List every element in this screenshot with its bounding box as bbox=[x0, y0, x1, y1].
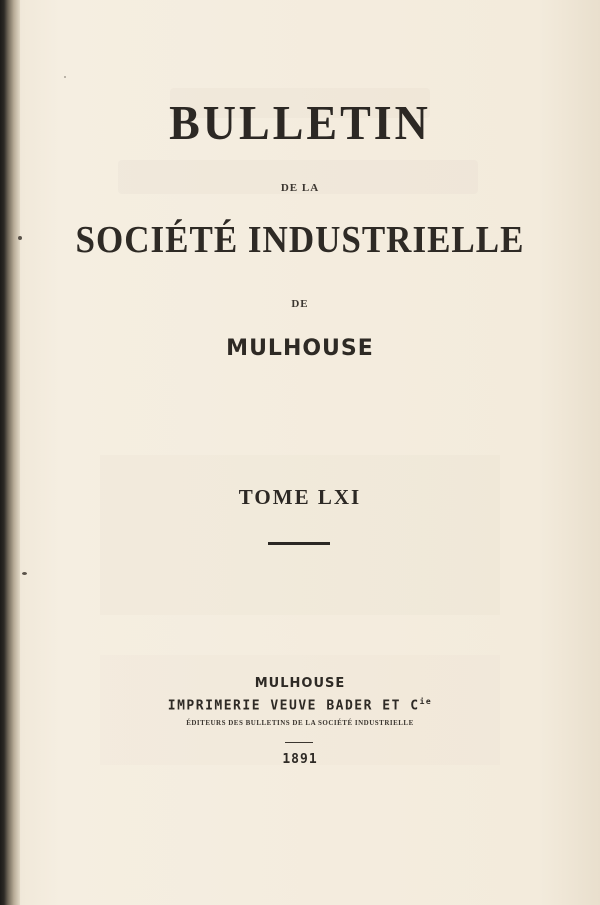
journal-title: BULLETIN bbox=[169, 95, 431, 150]
title-connector: DE LA bbox=[280, 182, 320, 194]
paper-speck bbox=[22, 572, 27, 575]
title-connector: DE bbox=[291, 298, 309, 310]
imprint-printer bbox=[0, 697, 600, 713]
paper-speck bbox=[18, 236, 22, 240]
printer-suffix: ie bbox=[419, 697, 433, 706]
imprint-editors-note: ÉDITEURS DES BULLETINS DE LA SOCIÉTÉ INDUSTRIELLE bbox=[186, 719, 414, 727]
bleed-through-shadow bbox=[100, 455, 500, 615]
society-name: SOCIÉTÉ INDUSTRIELLE bbox=[75, 218, 525, 261]
city-title: MULHOUSE bbox=[226, 336, 374, 361]
paper-speck bbox=[64, 76, 66, 78]
divider-rule bbox=[285, 742, 313, 743]
divider-rule bbox=[268, 542, 330, 545]
publication-year: 1891 bbox=[282, 752, 318, 767]
volume-number: TOME LXI bbox=[238, 485, 362, 509]
printer-name: IMPRIMERIE VEUVE BADER ET C bbox=[167, 698, 420, 714]
imprint-city: MULHOUSE bbox=[254, 676, 346, 691]
